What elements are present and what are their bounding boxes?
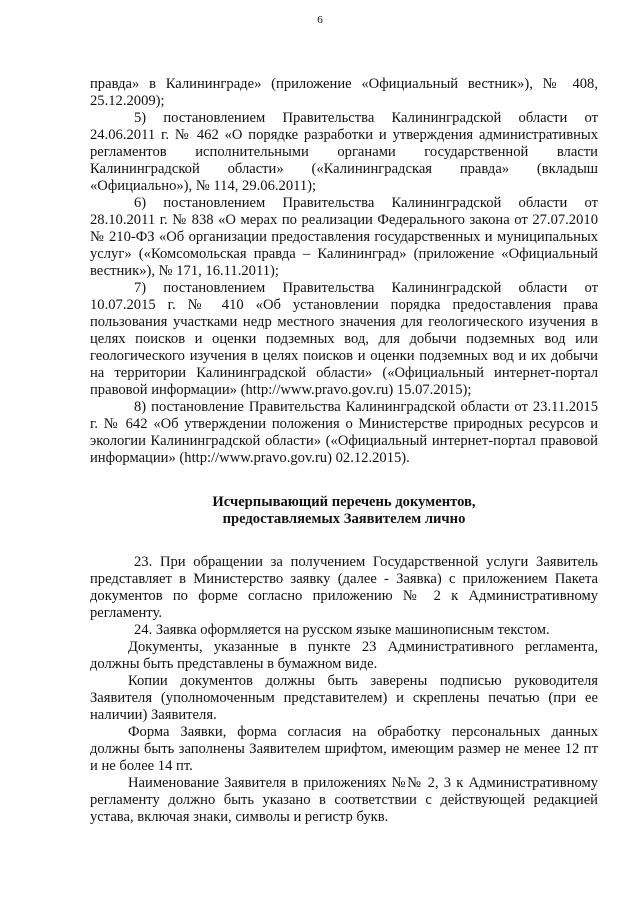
paragraph-item-6: 6) постановлением Правительства Калининградской области от 28.10.2011 г. № 838 «О мерах по реализации Федерального закона от 27.07.2010 № 210-ФЗ «Об организации предоставления государственных и муниципальных услуг» («Комсомольская правда – Калининград» (приложение «Официальный вестник»), № 171, 16.11.2011); bbox=[90, 195, 598, 279]
paragraph-copies: Копии документов должны быть заверены подписью руководителя Заявителя (уполномоченным представителем) и скреплены печатью (при ее наличии) Заявителя. bbox=[90, 673, 598, 723]
paragraph-23: 23. При обращении за получением Государственной услуги Заявитель представляет в Министерство заявку (далее - Заявка) с приложением Пакета документов по форме согласно приложению № 2 к Административному регламенту. bbox=[90, 554, 598, 621]
paragraph-form: Форма Заявки, форма согласия на обработку персональных данных должны быть заполнены Заявителем шрифтом, имеющим размер не менее 12 пт и не более 14 пт. bbox=[90, 724, 598, 774]
paragraph-continuation: правда» в Калининграде» (приложение «Официальный вестник»), № 408, 25.12.2009); bbox=[90, 76, 598, 109]
section-heading bbox=[90, 494, 598, 528]
paragraph-documents: Документы, указанные в пункте 23 Административного регламента, должны быть представлены в бумажном виде. bbox=[90, 639, 598, 672]
paragraph-item-7: 7) постановлением Правительства Калининградской области от 10.07.2015 г. № 410 «Об установлении порядка предоставления права пользования участками недр местного значения для геологического изучения в целях поисков и оценки подземных вод, для добычи подземных вод или геологического изучения в целях поисков и оценки подземных вод и их добычи на территории Калининградской области» («Официальный интернет-портал правовой информации» (http://www.pravo.gov.ru) 15.07.2015); bbox=[90, 280, 598, 398]
paragraph-name: Наименование Заявителя в приложениях №№ 2, 3 к Административному регламенту должно быть указано в соответствии с действующей редакцией устава, включая знаки, символы и регистр букв. bbox=[90, 775, 598, 825]
paragraph-24: 24. Заявка оформляется на русском языке машинописным текстом. bbox=[134, 622, 550, 638]
paragraph-item-5: 5) постановлением Правительства Калининградской области от 24.06.2011 г. № 462 «О порядке разработки и утверждения административных регламентов исполнительными органами государственной власти Калининградской области» («Калининградская правда» (вкладыш «Официально»), № 114, 29.06.2011); bbox=[90, 110, 598, 194]
section-heading-line-1: Исчерпывающий перечень документов, bbox=[212, 494, 476, 510]
paragraph-item-8: 8) постановление Правительства Калининградской области от 23.11.2015 г. № 642 «Об утверждении положения о Министерстве природных ресурсов и экологии Калининградской области» («Официальный интернет-портал правовой информации» (http://www.pravo.gov.ru) 02.12.2015). bbox=[90, 399, 598, 466]
section-heading-line-2: предоставляемых Заявителем лично bbox=[222, 511, 466, 527]
document-body bbox=[90, 76, 598, 826]
page-number: 6 bbox=[317, 14, 323, 26]
